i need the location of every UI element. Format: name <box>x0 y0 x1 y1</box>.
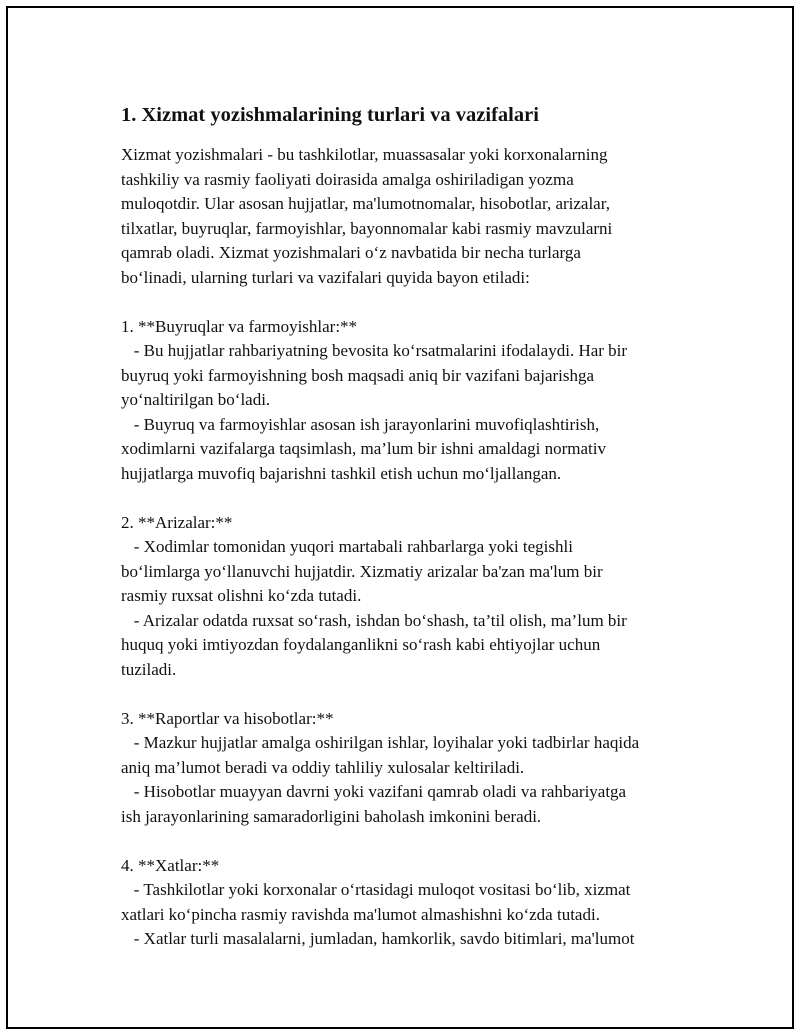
section-buyruqlar <box>121 315 711 487</box>
intro-line: Xizmat yozishmalari - bu tashkilotlar, muassasalar yoki korxonalarning <box>121 145 608 164</box>
section-line: - Arizalar odatda ruxsat so‘rash, ishdan bo‘shash, ta’til olish, ma’lum bir <box>121 610 627 630</box>
section-xatlar <box>121 854 711 952</box>
intro-line: tilxatlar, buyruqlar, farmoyishlar, bayonnomalar kabi rasmiy mavzularni <box>121 218 613 238</box>
paragraph-gap <box>121 682 711 707</box>
paragraph-gap <box>121 486 711 511</box>
paragraph-gap <box>121 829 711 854</box>
intro-line: muloqotdir. Ular asosan hujjatlar, ma'lumotnomalar, hisobotlar, arizalar, <box>121 194 610 213</box>
section-line: huquq yoki imtiyozdan foydalanganlikni so‘rash kabi ehtiyojlar uchun <box>121 635 601 654</box>
section-line: hujjatlarga muvofiq bajarishni tashkil etish uchun mo‘ljallangan. <box>121 463 562 483</box>
intro-line: tashkiliy va rasmiy faoliyati doirasida amalga oshiriladigan yozma <box>121 169 574 189</box>
intro-line: qamrab oladi. Xizmat yozishmalari o‘z navbatida bir necha turlarga <box>121 243 581 262</box>
section-line: ish jarayonlarining samaradorligini baholash imkonini beradi. <box>121 806 542 826</box>
section-line: - Buyruq va farmoyishlar asosan ish jarayonlarini muvofiqlashtirish, <box>121 414 600 434</box>
section-line: tuziladi. <box>121 659 177 679</box>
section-line: - Xatlar turli masalalarni, jumladan, hamkorlik, savdo bitimlari, ma'lumot <box>121 929 635 948</box>
section-line: - Mazkur hujjatlar amalga oshirilgan ishlar, loyihalar yoki tadbirlar haqida <box>121 733 640 752</box>
intro-paragraph <box>121 143 711 290</box>
document-page <box>6 6 794 1029</box>
section-heading: 3. **Raportlar va hisobotlar:** <box>121 708 334 728</box>
section-arizalar <box>121 511 711 683</box>
section-line: - Bu hujjatlar rahbariyatning bevosita ko‘rsatmalarini ifodalaydi. Har bir <box>121 341 628 360</box>
section-line: rasmiy ruxsat olishni ko‘zda tutadi. <box>121 586 362 605</box>
section-line: - Hisobotlar muayyan davrni yoki vazifani qamrab oladi va rahbariyatga <box>121 782 627 801</box>
section-line: - Tashkilotlar yoki korxonalar o‘rtasidagi muloqot vositasi bo‘lib, xizmat <box>121 880 631 899</box>
section-heading: 2. **Arizalar:** <box>121 512 233 532</box>
paragraph-gap <box>121 290 711 315</box>
section-line: - Xodimlar tomonidan yuqori martabali rahbarlarga yoki tegishli <box>121 537 573 556</box>
section-heading: 4. **Xatlar:** <box>121 855 220 875</box>
section-line: xodimlarni vazifalarga taqsimlash, ma’lum bir ishni amaldagi normativ <box>121 439 607 458</box>
document-title: 1. Xizmat yozishmalarining turlari va vazifalari <box>121 104 539 126</box>
section-line: aniq ma’lumot beradi va oddiy tahliliy xulosalar keltiriladi. <box>121 757 525 777</box>
section-raportlar <box>121 707 711 830</box>
section-line: buyruq yoki farmoyishning bosh maqsadi aniq bir vazifani bajarishga <box>121 365 595 385</box>
section-line: yo‘naltirilgan bo‘ladi. <box>121 390 271 409</box>
document-content <box>121 101 711 952</box>
section-line: bo‘limlarga yo‘llanuvchi hujjatdir. Xizmatiy arizalar ba'zan ma'lum bir <box>121 561 603 581</box>
section-line: xatlari ko‘pincha rasmiy ravishda ma'lumot almashishni ko‘zda tutadi. <box>121 904 600 924</box>
intro-line: bo‘linadi, ularning turlari va vazifalari quyida bayon etiladi: <box>121 267 530 287</box>
section-heading: 1. **Buyruqlar va farmoyishlar:** <box>121 316 358 336</box>
